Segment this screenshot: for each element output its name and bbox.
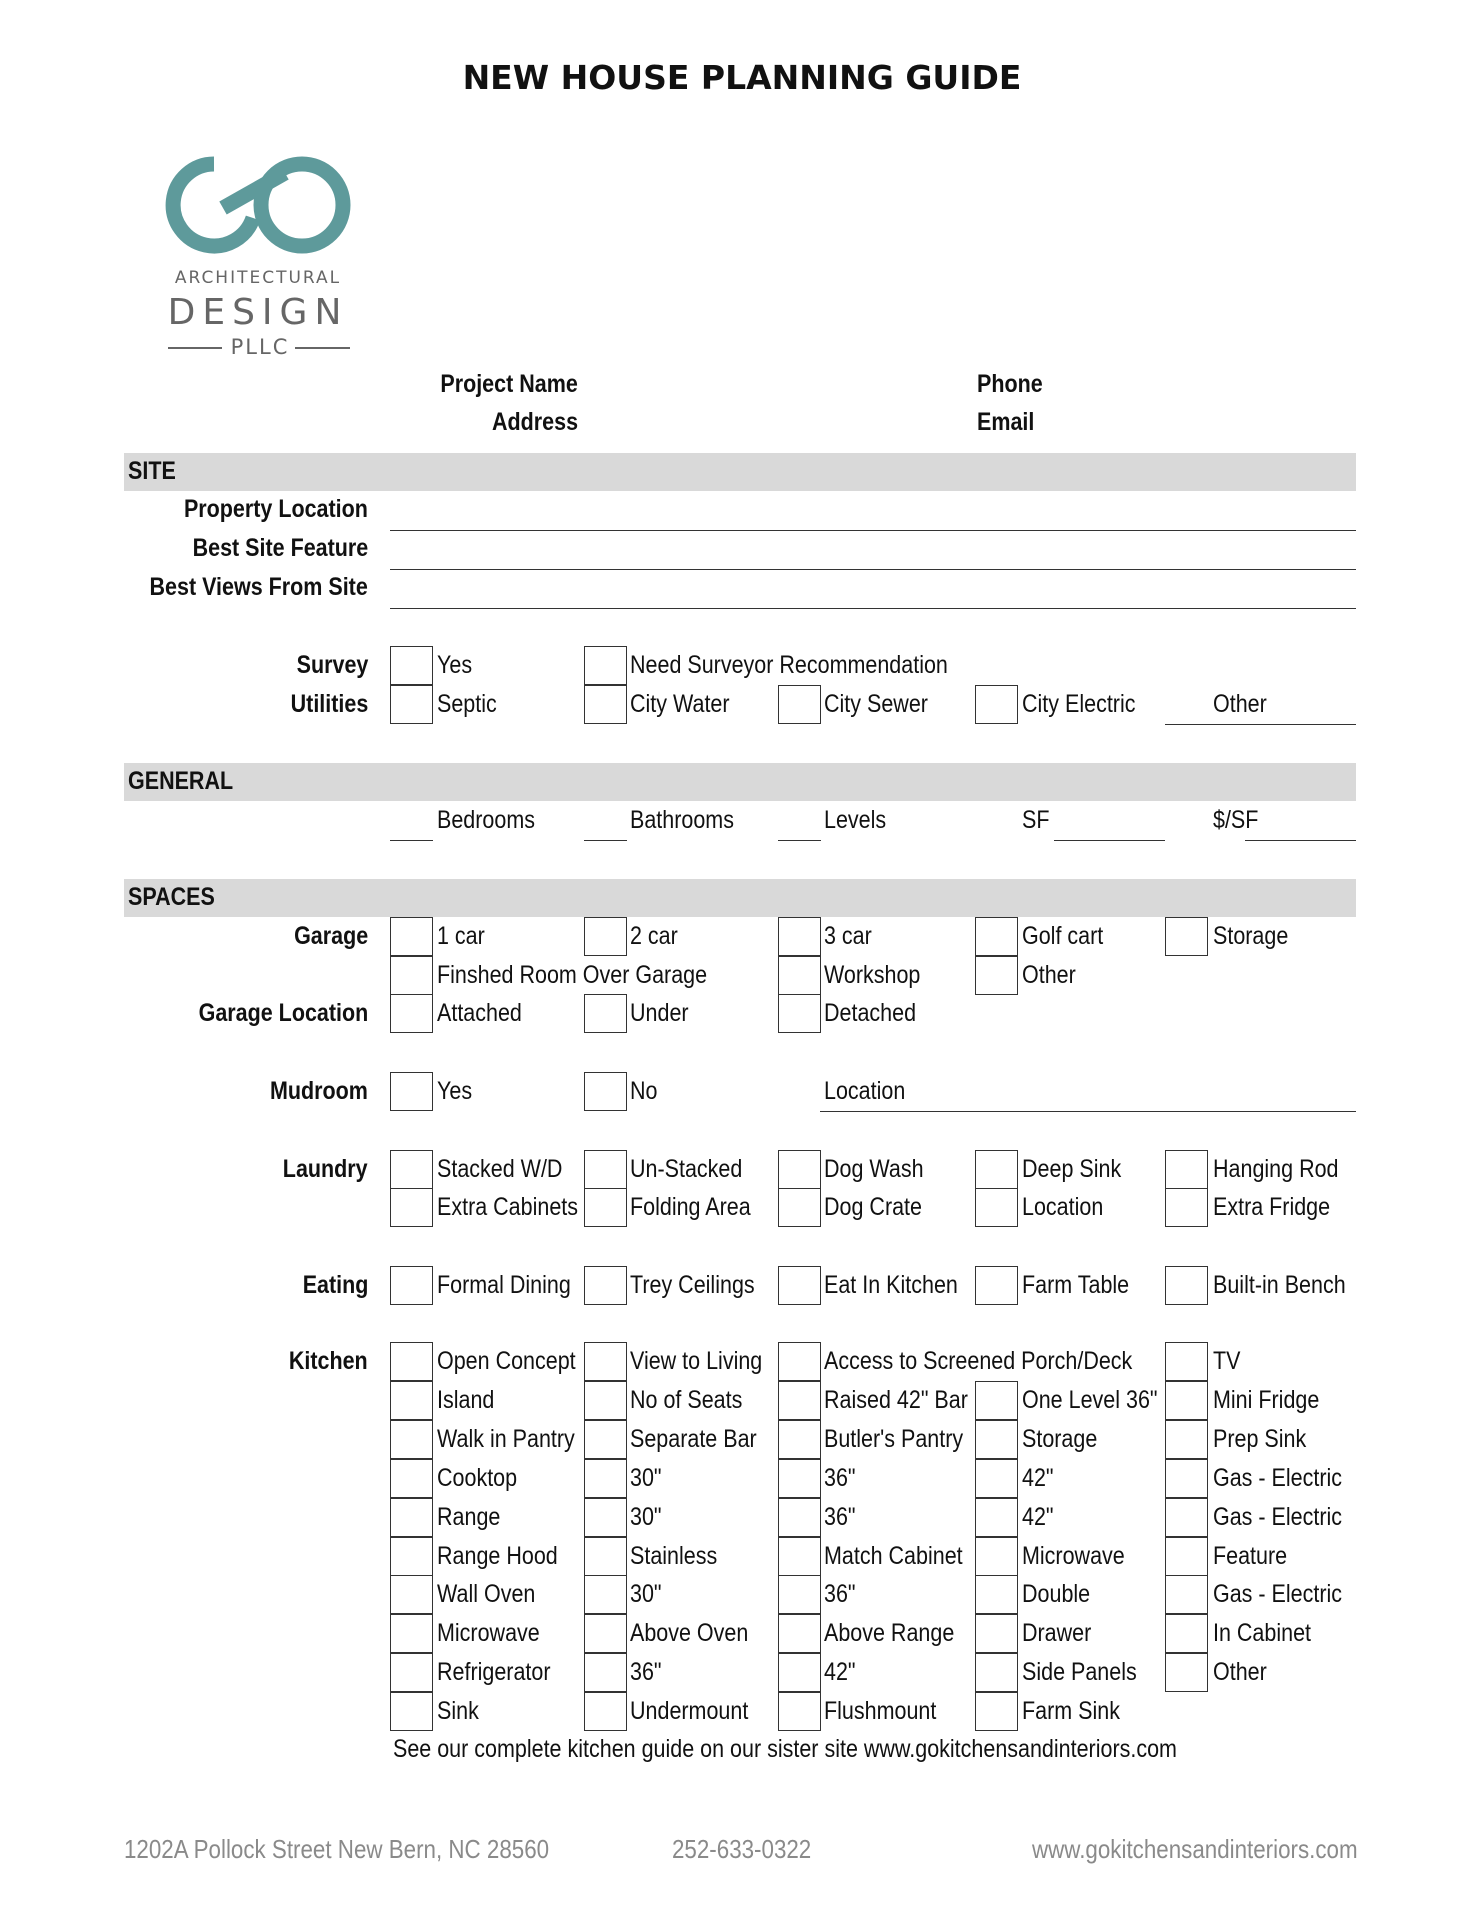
option-label: Bedrooms [437,806,535,834]
checkbox[interactable] [975,1537,1018,1576]
checkbox[interactable] [975,1498,1018,1537]
option-label: Eat In Kitchen [824,1271,958,1299]
checkbox[interactable] [975,1459,1018,1498]
option-label: Other [1022,961,1076,989]
checkbox[interactable] [778,1342,821,1381]
checkbox[interactable] [584,1188,627,1227]
checkbox[interactable] [778,1150,821,1189]
option-label: Wall Oven [437,1580,536,1608]
row-label: Laundry [283,1155,368,1183]
row-label: Mudroom [270,1077,368,1105]
option-label: Stainless [630,1542,718,1570]
checkbox[interactable] [1165,1266,1208,1305]
blank-input[interactable] [390,840,433,841]
checkbox[interactable] [390,1653,433,1692]
checkbox[interactable] [778,1459,821,1498]
checkbox[interactable] [390,1692,433,1731]
blank-input[interactable] [820,1111,1356,1112]
checkbox[interactable] [584,1653,627,1692]
checkbox[interactable] [975,917,1018,956]
checkbox[interactable] [584,685,627,724]
checkbox[interactable] [390,1342,433,1381]
checkbox[interactable] [390,1072,433,1111]
checkbox[interactable] [1165,1381,1208,1420]
row-label: Garage [293,922,368,950]
option-label: Storage [1213,922,1289,950]
checkbox[interactable] [584,917,627,956]
option-label: No of Seats [630,1386,743,1414]
option-label: 36" [824,1464,856,1492]
checkbox[interactable] [1165,1614,1208,1653]
section-title: SITE [128,457,176,485]
option-label: Open Concept [437,1347,576,1375]
checkbox[interactable] [975,1266,1018,1305]
option-label: Range [437,1503,501,1531]
option-label: Folding Area [630,1193,751,1221]
option-label: Location [1022,1193,1104,1221]
checkbox[interactable] [390,1150,433,1189]
checkbox[interactable] [390,1459,433,1498]
option-label: TV [1213,1347,1241,1375]
checkbox[interactable] [975,1575,1018,1614]
option-label: 3 car [824,922,872,950]
option-label: Separate Bar [630,1425,757,1453]
option-label: City Water [630,690,730,718]
option-label: Gas - Electric [1213,1503,1343,1531]
option-label: Formal Dining [437,1271,571,1299]
checkbox[interactable] [975,1653,1018,1692]
option-label: Stacked W/D [437,1155,563,1183]
option-label: Prep Sink [1213,1425,1307,1453]
checkbox[interactable] [1165,1537,1208,1576]
option-label: Microwave [1022,1542,1125,1570]
option-label: Island [437,1386,495,1414]
row-label: Garage Location [198,999,368,1027]
checkbox[interactable] [975,956,1018,995]
address-label: Address [491,408,578,436]
site-field-label: Property Location [184,495,368,523]
option-label: 30" [630,1580,662,1608]
site-field-input[interactable] [390,530,1356,531]
option-label: Cooktop [437,1464,518,1492]
checkbox[interactable] [584,1692,627,1731]
option-label: Drawer [1022,1619,1092,1647]
section-title: GENERAL [128,767,234,795]
blank-input[interactable] [778,840,821,841]
checkbox[interactable] [390,1381,433,1420]
option-label: Dog Wash [824,1155,924,1183]
option-label: Built-in Bench [1213,1271,1346,1299]
checkbox[interactable] [1165,1575,1208,1614]
option-label: Bathrooms [630,806,734,834]
checkbox[interactable] [390,1575,433,1614]
option-label: Location [824,1077,906,1105]
checkbox[interactable] [1165,1420,1208,1459]
checkbox[interactable] [1165,1150,1208,1189]
checkbox[interactable] [584,994,627,1033]
option-label: Mini Fridge [1213,1386,1320,1414]
checkbox[interactable] [975,1188,1018,1227]
checkbox[interactable] [778,1653,821,1692]
option-label: Extra Cabinets [437,1193,579,1221]
checkbox[interactable] [975,1692,1018,1731]
site-field-label: Best Site Feature [192,534,368,562]
checkbox[interactable] [975,1381,1018,1420]
checkbox[interactable] [778,1614,821,1653]
checkbox[interactable] [778,1575,821,1614]
option-label: Other [1213,690,1267,718]
option-label: Feature [1213,1542,1288,1570]
checkbox[interactable] [1165,1459,1208,1498]
section-title: SPACES [128,883,215,911]
option-label: Un-Stacked [630,1155,743,1183]
option-label: Sink [437,1697,479,1725]
option-label: Workshop [824,961,921,989]
option-label: View to Living [630,1347,763,1375]
checkbox[interactable] [778,956,821,995]
checkbox[interactable] [1165,1188,1208,1227]
section-spaces-header [124,879,1356,917]
logo-line-pllc: PLLC [230,335,290,359]
site-field-label: Best Views From Site [149,573,368,601]
option-label: Yes [437,1077,473,1105]
option-label: Above Range [824,1619,955,1647]
project-name-label: Project Name [440,370,578,398]
section-general-header [124,763,1356,801]
checkbox[interactable] [778,1381,821,1420]
checkbox[interactable] [975,685,1018,724]
checkbox[interactable] [584,1381,627,1420]
checkbox[interactable] [778,1420,821,1459]
option-label: Raised 42" Bar [824,1386,968,1414]
option-label: Dog Crate [824,1193,922,1221]
option-label: Extra Fridge [1213,1193,1331,1221]
checkbox[interactable] [584,1072,627,1111]
row-label: Kitchen [289,1347,368,1375]
option-label: Attached [437,999,522,1027]
company-logo [150,140,370,370]
checkbox[interactable] [778,685,821,724]
row-label: Eating [302,1271,368,1299]
footer-address: 1202A Pollock Street New Bern, NC 28560 [124,1834,550,1864]
kitchen-guide-note: See our complete kitchen guide on our sister site www.gokitchensandinteriors.com [393,1735,1177,1763]
option-label: 42" [824,1658,856,1686]
checkbox[interactable] [584,1266,627,1305]
option-label: Under [630,999,689,1027]
option-label: Storage [1022,1425,1098,1453]
option-label: City Electric [1022,690,1136,718]
option-label: Need Surveyor Recommendation [630,651,948,679]
option-label: In Cabinet [1213,1619,1312,1647]
checkbox[interactable] [584,1575,627,1614]
section-site-header [124,453,1356,491]
option-label: Deep Sink [1022,1155,1122,1183]
blank-input[interactable] [584,840,627,841]
option-label: Flushmount [824,1697,937,1725]
checkbox[interactable] [390,1188,433,1227]
checkbox[interactable] [390,994,433,1033]
option-label: Detached [824,999,917,1027]
checkbox[interactable] [584,646,627,685]
option-label: Range Hood [437,1542,558,1570]
option-label: 36" [824,1580,856,1608]
option-label: $/SF [1213,806,1259,834]
option-label: Microwave [437,1619,540,1647]
checkbox[interactable] [975,1420,1018,1459]
checkbox[interactable] [778,1692,821,1731]
option-label: Yes [437,651,473,679]
option-label: Septic [437,690,497,718]
option-label: 2 car [630,922,678,950]
option-label: No [630,1077,658,1105]
row-label: Utilities [290,690,368,718]
checkbox[interactable] [390,1614,433,1653]
option-label: City Sewer [824,690,928,718]
option-label: Golf cart [1022,922,1104,950]
checkbox[interactable] [390,917,433,956]
page-title: NEW HOUSE PLANNING GUIDE [462,58,1022,97]
row-label: Survey [296,651,368,679]
checkbox[interactable] [975,1614,1018,1653]
option-label: Levels [824,806,887,834]
checkbox[interactable] [584,1459,627,1498]
footer-website[interactable]: www.gokitchensandinteriors.com [1032,1834,1358,1864]
checkbox[interactable] [584,1420,627,1459]
checkbox[interactable] [1165,917,1208,956]
checkbox[interactable] [778,1188,821,1227]
option-label: Gas - Electric [1213,1464,1343,1492]
option-label: 36" [824,1503,856,1531]
email-label: Email [977,408,1035,436]
option-label: 42" [1022,1503,1054,1531]
checkbox[interactable] [584,1537,627,1576]
option-label: Access to Screened Porch/Deck [824,1347,1133,1375]
phone-label: Phone [977,370,1043,398]
option-label: 1 car [437,922,485,950]
checkbox[interactable] [975,1150,1018,1189]
option-label: SF [1022,806,1050,834]
option-label: Side Panels [1022,1658,1137,1686]
checkbox[interactable] [584,1150,627,1189]
checkbox[interactable] [390,685,433,724]
option-label: 36" [630,1658,662,1686]
option-label: Trey Ceilings [630,1271,755,1299]
checkbox[interactable] [1165,1653,1208,1692]
option-label: Farm Table [1022,1271,1130,1299]
option-label: 30" [630,1503,662,1531]
checkbox[interactable] [584,1498,627,1537]
checkbox[interactable] [584,1614,627,1653]
checkbox[interactable] [778,1537,821,1576]
blank-input[interactable] [1165,724,1356,725]
checkbox[interactable] [778,917,821,956]
checkbox[interactable] [390,1537,433,1576]
blank-input[interactable] [1245,840,1356,841]
option-label: Double [1022,1580,1091,1608]
checkbox[interactable] [390,956,433,995]
option-label: Farm Sink [1022,1697,1120,1725]
option-label: One Level 36" [1022,1386,1158,1414]
option-label: Finshed Room Over Garage [437,961,708,989]
checkbox[interactable] [390,1266,433,1305]
option-label: 42" [1022,1464,1054,1492]
option-label: Above Oven [630,1619,749,1647]
checkbox[interactable] [584,1342,627,1381]
checkbox[interactable] [1165,1498,1208,1537]
option-label: Undermount [630,1697,749,1725]
checkbox[interactable] [390,1420,433,1459]
option-label: Refrigerator [437,1658,551,1686]
logo-line-architectural: ARCHITECTURAL [174,268,342,288]
checkbox[interactable] [390,646,433,685]
footer-phone: 252-633-0322 [672,1834,812,1864]
option-label: Gas - Electric [1213,1580,1343,1608]
logo-line-design: DESIGN [167,292,349,333]
checkbox[interactable] [778,1266,821,1305]
option-label: Walk in Pantry [437,1425,575,1453]
checkbox[interactable] [778,1498,821,1537]
checkbox[interactable] [1165,1342,1208,1381]
checkbox[interactable] [778,994,821,1033]
checkbox[interactable] [390,1498,433,1537]
option-label: Hanging Rod [1213,1155,1339,1183]
site-field-input[interactable] [390,569,1356,570]
option-label: Butler's Pantry [824,1425,964,1453]
option-label: Match Cabinet [824,1542,963,1570]
blank-input[interactable] [1054,840,1165,841]
option-label: 30" [630,1464,662,1492]
site-field-input[interactable] [390,608,1356,609]
option-label: Other [1213,1658,1267,1686]
